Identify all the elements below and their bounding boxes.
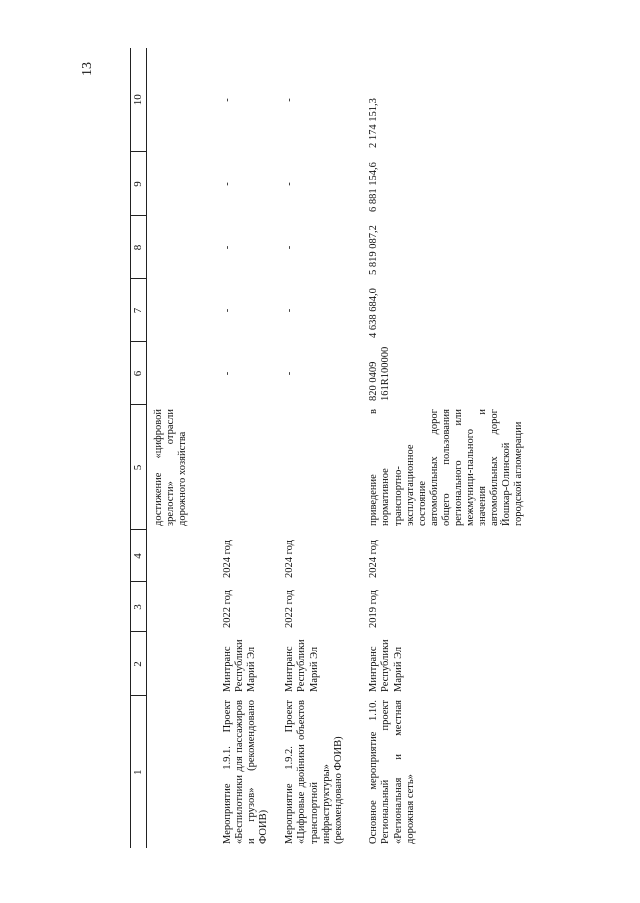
cell-value-7: - <box>222 308 234 313</box>
table-row <box>362 48 533 848</box>
cell-result <box>216 405 278 530</box>
cell-value-9: - <box>222 182 234 186</box>
cell-value-9 <box>146 152 216 216</box>
header-row <box>131 48 147 848</box>
cell-result <box>278 405 362 530</box>
col-header-8: 8 <box>131 216 147 279</box>
cell-value-7 <box>146 279 216 342</box>
cell-start: 2022 год <box>222 590 234 628</box>
cell-value-8: 5 819 087,2 <box>368 225 380 275</box>
cell-result: приведение в нормативное транспортно-эксплуатационное состояние автомобильных дорог общего пользования регионального или межмуници-пального значения и автомобильных дорог Йошкар-Олинской городской агломерации <box>368 409 525 526</box>
cell-executor: Минтранс Республики Марий Эл <box>284 639 320 692</box>
table-row <box>146 48 216 848</box>
budget-table <box>130 48 533 848</box>
col-header-9: 9 <box>131 152 147 216</box>
col-header-2: 2 <box>131 632 147 696</box>
cell-value-8: - <box>222 245 234 250</box>
cell-value-8: - <box>284 245 296 250</box>
cell-executor: Минтранс Республики Марий Эл <box>368 639 404 692</box>
cell-value-7: - <box>284 308 296 313</box>
col-header-5: 5 <box>131 405 147 530</box>
cell-start: 2022 год <box>284 590 296 628</box>
cell-code: - <box>284 371 296 376</box>
cell-end <box>146 530 216 582</box>
cell-result: достижение «цифровой зрелости» отрасли дорожного хозяйства <box>152 409 188 526</box>
cell-end: 2024 год <box>222 540 234 578</box>
cell-value-10: 2 174 151,3 <box>368 98 380 148</box>
cell-start <box>146 582 216 632</box>
cell-executor <box>146 632 216 696</box>
cell-code: 820 0409 161R100000 <box>368 346 392 401</box>
cell-value-10: - <box>222 98 234 102</box>
cell-code: - <box>222 371 234 376</box>
cell-value-8 <box>146 216 216 279</box>
col-header-3: 3 <box>131 582 147 632</box>
cell-value-9: 6 881 154,6 <box>368 162 380 212</box>
cell-value-10 <box>146 48 216 152</box>
col-header-6: 6 <box>131 342 147 405</box>
cell-start: 2019 год <box>368 590 380 628</box>
cell-activity: Мероприятие 1.9.1. Проект «Беспилотники для пассажиров и грузов» (рекомендовано ФОИВ) <box>222 700 270 844</box>
cell-executor: Минтранс Республики Марий Эл <box>222 639 258 692</box>
cell-end: 2024 год <box>284 540 296 578</box>
cell-value-9: - <box>284 182 296 186</box>
table-row <box>216 48 278 848</box>
col-header-1: 1 <box>131 696 147 848</box>
col-header-4: 4 <box>131 530 147 582</box>
col-header-10: 10 <box>131 48 147 152</box>
cell-activity: Основное мероприятие 1.10. Региональный проект «Региональная и местная дорожная сеть» <box>368 700 416 844</box>
cell-value-7: 4 638 684,0 <box>368 288 380 338</box>
page-number: 13 <box>80 62 95 76</box>
cell-activity: Мероприятие 1.9.2. Проект «Цифровые двойники объектов транспортной инфраструктуры» (рекомендовано ФОИВ) <box>284 700 344 844</box>
cell-code <box>146 342 216 405</box>
cell-activity <box>146 696 216 848</box>
col-header-7: 7 <box>131 279 147 342</box>
table-row <box>278 48 362 848</box>
rotated-table-area <box>130 48 640 848</box>
cell-end: 2024 год <box>368 540 380 578</box>
cell-value-10: - <box>284 98 296 102</box>
